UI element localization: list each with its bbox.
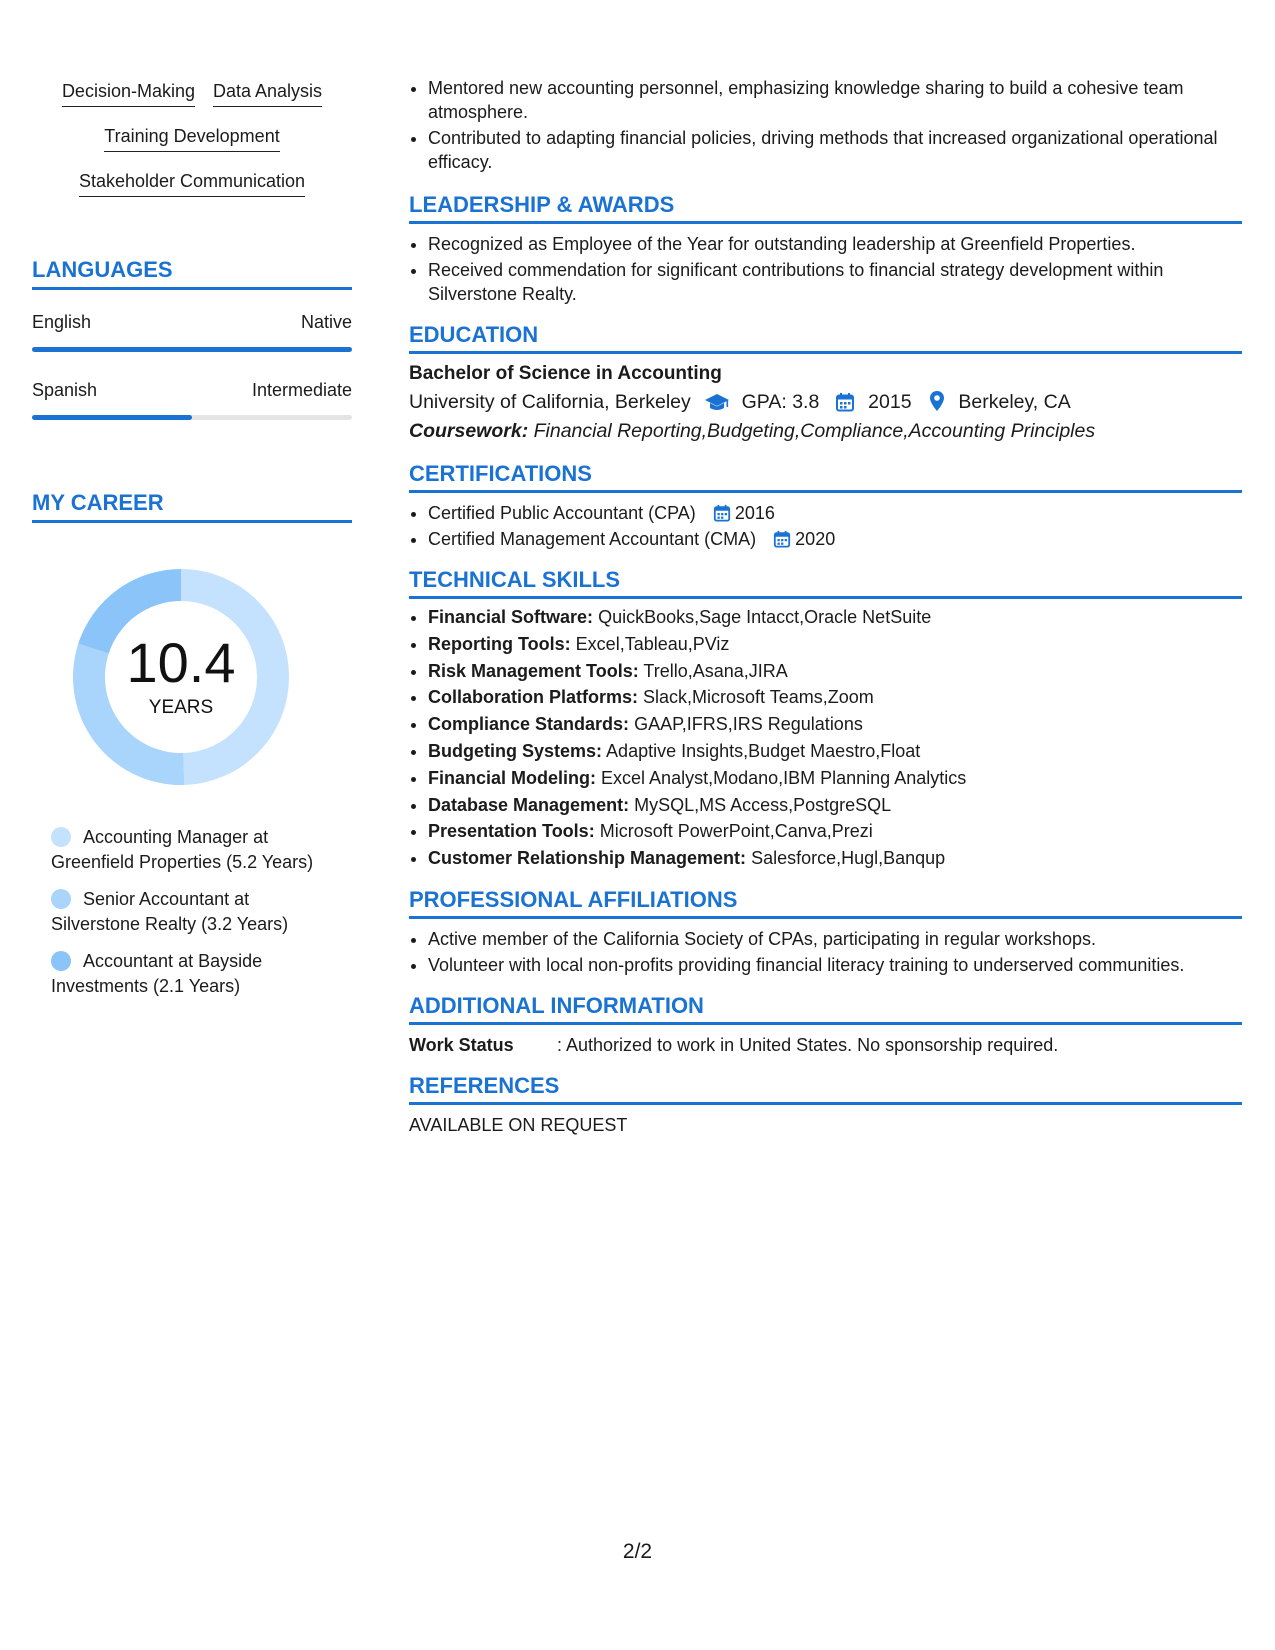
school-location: Berkeley, CA [958,391,1071,413]
work-status-value: : Authorized to work in United States. No sponsorship required. [557,1034,1059,1055]
list-item [428,713,1242,737]
right-column [409,80,1242,1137]
list-item: • Active member of the California Society of CPAs, participating in regular workshops. [428,927,1242,951]
language-name: English [32,312,92,332]
skill-tag: Data Analysis [213,80,322,107]
legend-item [51,825,341,875]
language-item [32,380,352,420]
list-item: • Recognized as Employee of the Year for outstanding leadership at Greenfield Properties. [428,232,1242,256]
certification-name: Certified Public Accountant (CPA) [428,503,696,523]
page-number: 2/2 [622,1540,653,1563]
legend-item [51,887,341,937]
list-item: • Mentored new accounting personnel, emphasizing knowledge sharing to build a cohesive team atmosphere. [428,76,1242,124]
skill-category: Financial Software: [428,607,594,627]
skill-tag: Decision-Making [62,80,195,107]
skill-category: Budgeting Systems: [428,740,603,761]
list-item [428,847,1242,871]
career-legend [51,825,341,999]
career-heading: MY CAREER [32,490,352,523]
list-item [428,527,1242,551]
school-name: University of California, Berkeley [409,391,691,413]
skill-category: Financial Modeling: [428,767,597,788]
skill-values: Salesforce,Hugl,Banqup [751,848,946,869]
skill-values: Excel Analyst,Modano,IBM Planning Analytics [601,767,967,788]
calendar-icon [835,392,855,412]
experience-bullets [409,76,1242,174]
leadership-heading: LEADERSHIP & AWARDS [409,192,1242,224]
career-total-value: 10.4 [126,631,236,694]
language-bar-fill [32,415,192,420]
skill-category: Customer Relationship Management: [428,848,747,869]
list-item [428,794,1242,818]
skill-tag: Training Development [104,125,279,152]
references-heading: REFERENCES [409,1073,1242,1105]
certification-year: 2016 [734,503,775,523]
legend-item [51,949,341,999]
legend-label: Senior Accountant at Silverstone Realty (3.2 Years) [51,889,289,934]
career-total-unit: YEARS [148,697,214,718]
work-status [409,1033,1242,1057]
list-item [428,686,1242,710]
coursework-list: Financial Reporting,Budgeting,Compliance,Accounting Principles [533,420,1096,442]
references-text: AVAILABLE ON REQUEST [409,1114,628,1135]
work-status-label: Work Status [409,1034,514,1055]
legend-label: Accounting Manager at Greenfield Properties (5.2 Years) [51,827,314,872]
degree-title: Bachelor of Science in Accounting [409,363,722,384]
skills-tags [32,80,352,197]
education-section [409,322,1242,445]
calendar-icon [773,530,791,548]
education-heading: EDUCATION [409,322,1242,354]
coursework [409,417,1242,445]
technical-skills-heading: TECHNICAL SKILLS [409,567,1242,599]
legend-label: Accountant at Bayside Investments (2.1 Years) [51,951,263,996]
career-donut [67,563,295,791]
certification-name: Certified Management Accountant (CMA) [428,529,757,549]
additional-info-section [409,993,1242,1057]
list-item [428,740,1242,764]
skill-values: Trello,Asana,JIRA [643,660,788,681]
coursework-label: Coursework: [409,420,529,442]
education-details [409,387,1242,417]
left-column [32,80,352,1011]
affiliations-heading: PROFESSIONAL AFFILIATIONS [409,887,1242,919]
skill-category: Reporting Tools: [428,633,571,654]
language-bar-fill [32,347,352,352]
list-item: • Contributed to adapting financial policies, driving methods that increased organizational operational efficacy. [428,126,1242,174]
skill-values: GAAP,IFRS,IRS Regulations [634,714,863,735]
list-item: • Volunteer with local non-profits providing financial literacy training to underserved communities. [428,953,1242,977]
skill-values: Microsoft PowerPoint,Canva,Prezi [599,821,873,842]
certification-year: 2020 [795,529,836,549]
additional-info-heading: ADDITIONAL INFORMATION [409,993,1242,1025]
language-bar [32,347,352,352]
languages-heading: LANGUAGES [32,257,352,290]
skill-category: Collaboration Platforms: [428,687,639,708]
references-section [409,1073,1242,1137]
list-item [428,633,1242,657]
career-total [67,563,295,791]
list-item [428,820,1242,844]
skill-category: Risk Management Tools: [428,660,639,681]
language-item [32,312,352,352]
skill-values: QuickBooks,Sage Intacct,Oracle NetSuite [598,607,932,627]
list-item [428,767,1242,791]
skill-values: Slack,Microsoft Teams,Zoom [643,687,874,708]
location-pin-icon [929,390,945,412]
certifications-section [409,461,1242,551]
skill-values: MySQL,MS Access,PostgreSQL [634,794,892,815]
skill-values: Excel,Tableau,PViz [575,633,730,654]
legend-dot-icon [51,827,71,847]
skill-category: Presentation Tools: [428,821,595,842]
legend-dot-icon [51,889,71,909]
list-item [428,606,1242,630]
list-item [428,660,1242,684]
skill-tag: Stakeholder Communication [79,170,305,197]
list-item: • Received commendation for significant contributions to financial strategy development within Silverstone Realty. [428,258,1242,306]
legend-dot-icon [51,951,71,971]
languages-section [32,257,352,420]
certifications-heading: CERTIFICATIONS [409,461,1242,493]
technical-skills-section [409,567,1242,871]
skill-values: Adaptive Insights,Budget Maestro,Float [606,740,921,761]
list-item [428,501,1242,525]
language-level: Intermediate [251,380,352,400]
affiliations-section [409,887,1242,977]
skill-category: Database Management: [428,794,630,815]
skill-category: Compliance Standards: [428,714,630,735]
language-level: Native [300,312,352,332]
leadership-section [409,192,1242,306]
career-section [32,490,352,999]
graduation-year: 2015 [868,391,912,413]
graduation-cap-icon [704,392,730,412]
language-name: Spanish [32,380,98,400]
calendar-icon [713,504,731,522]
gpa: GPA: 3.8 [741,391,820,413]
language-bar [32,415,352,420]
